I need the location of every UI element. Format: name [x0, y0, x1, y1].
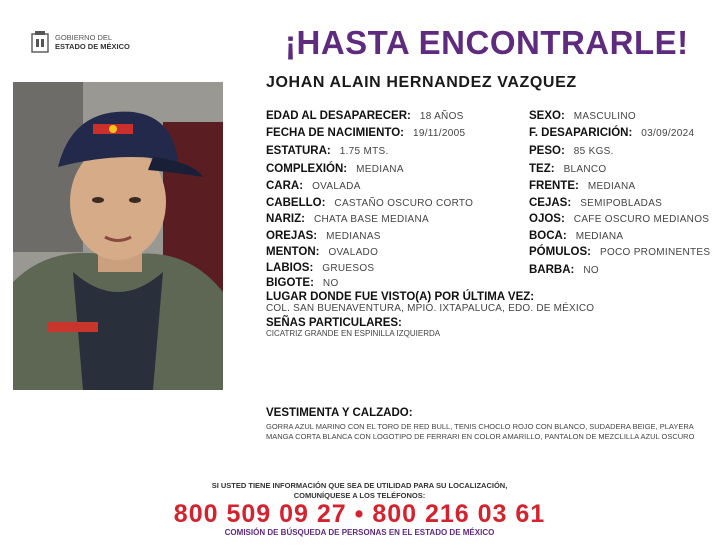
logo-line-1: GOBIERNO DEL	[55, 33, 113, 42]
field-eyes: OJOS: CAFE OSCURO MEDIANOS	[529, 213, 710, 225]
field-ears: OREJAS: MEDIANAS	[266, 230, 381, 242]
clothing-value: GORRA AZUL MARINO CON EL TORO DE RED BULL, TENIS CHOCLO ROJO CON BLANCO, SUDADERA BEIGE, PLAYERA MANGA CORTA BLANCA CON LOGOTIPO DE FERRARI EN COLOR AMARILLO, PANTALON DE MEZCLILLA AZUL OSCURO	[266, 422, 695, 441]
field-weight: PESO: 85 KGS.	[529, 145, 614, 157]
government-seal-icon	[30, 30, 50, 54]
commission-name: COMISIÓN DE BÚSQUEDA DE PERSONAS EN EL ESTADO DE MÉXICO	[224, 528, 495, 537]
phone-numbers: 800 509 09 27 • 800 216 03 61	[173, 500, 546, 528]
last-seen-section	[266, 291, 594, 314]
contact-info-line-2: COMUNÍQUESE A LOS TELÉFONOS:	[293, 491, 426, 500]
field-face: CARA: OVALADA	[266, 180, 361, 192]
field-mouth: BOCA: MEDIANA	[529, 230, 624, 242]
particular-signs-section	[266, 317, 440, 338]
field-cheekbones: PÓMULOS: POCO PROMINENTES	[529, 246, 711, 258]
field-lips: LABIOS: GRUESOS	[266, 262, 375, 274]
government-logo	[30, 30, 130, 54]
field-age: EDAD AL DESAPARECER: 18 AÑOS	[266, 110, 464, 122]
field-birth-date: FECHA DE NACIMIENTO: 19/11/2005	[266, 127, 466, 139]
last-seen-value: COL. SAN BUENAVENTURA, MPIO. IXTAPALUCA, EDO. DE MÉXICO	[266, 303, 595, 314]
field-sex: SEXO: MASCULINO	[529, 110, 636, 122]
field-disappearance-date: F. DESAPARICIÓN: 03/09/2024	[529, 127, 695, 139]
contact-info-line-1: SI USTED TIENE INFORMACIÓN QUE SEA DE UTILIDAD PARA SU LOCALIZACIÓN,	[211, 481, 508, 490]
person-name: JOHAN ALAIN HERNANDEZ VAZQUEZ	[266, 74, 577, 91]
field-nose: NARIZ: CHATA BASE MEDIANA	[266, 213, 430, 225]
field-chin: MENTON: OVALADO	[266, 246, 379, 258]
field-forehead: FRENTE: MEDIANA	[529, 180, 636, 192]
particular-signs-value: CICATRIZ GRANDE EN ESPINILLA IZQUIERDA	[266, 329, 441, 338]
field-complexion-tone: TEZ: BLANCO	[529, 163, 607, 175]
field-height: ESTATURA: 1.75 MTS.	[266, 145, 389, 157]
logo-line-2: ESTADO DE MÉXICO	[55, 42, 130, 51]
field-hair: CABELLO: CASTAÑO OSCURO CORTO	[266, 197, 474, 209]
field-beard: BARBA: NO	[529, 264, 599, 276]
headline: ¡HASTA ENCONTRARLE!	[285, 24, 689, 61]
missing-person-photo	[13, 82, 223, 390]
clothing-label: VESTIMENTA Y CALZADO:	[266, 407, 413, 419]
particular-signs-label: SEÑAS PARTICULARES:	[266, 317, 402, 329]
contact-info	[0, 481, 719, 501]
field-mustache: BIGOTE: NO	[266, 277, 339, 289]
field-eyebrows: CEJAS: SEMIPOBLADAS	[529, 197, 663, 209]
field-complexion: COMPLEXIÓN: MEDIANA	[266, 163, 404, 175]
last-seen-label: LUGAR DONDE FUE VISTO(A) POR ÚLTIMA VEZ:	[266, 291, 535, 303]
